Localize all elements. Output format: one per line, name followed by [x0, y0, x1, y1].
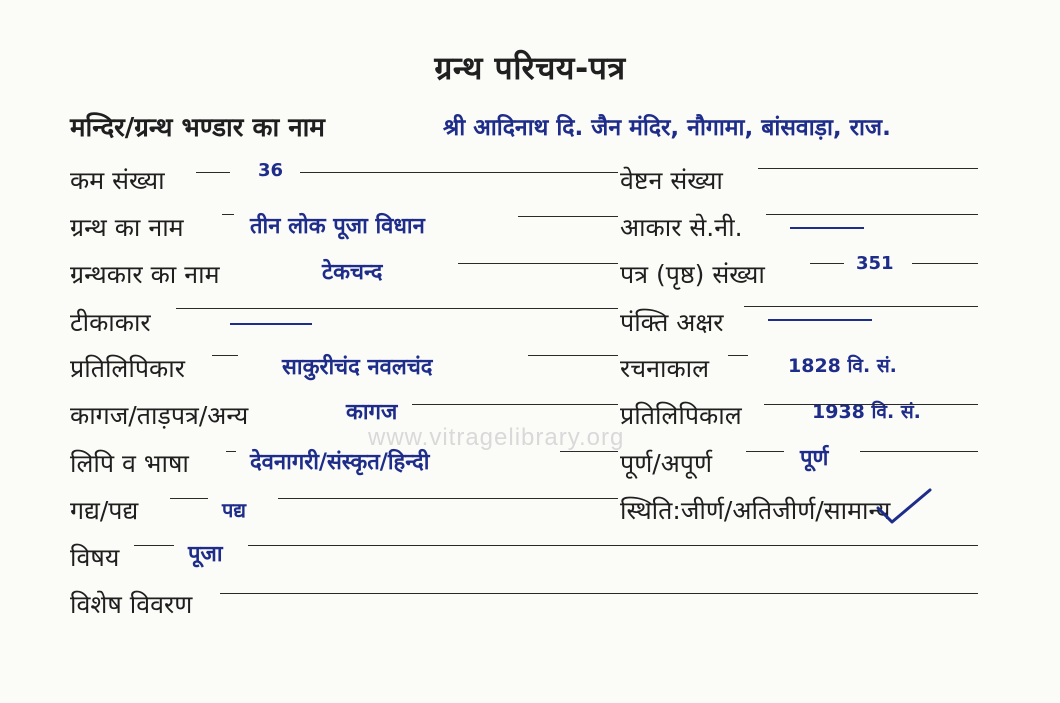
page-count-line-b	[912, 263, 978, 264]
wrapper-number-line	[758, 168, 978, 169]
copy-period-line	[764, 404, 978, 405]
complete-incomplete-value: पूर्ण	[800, 446, 829, 471]
page-count-value: 351	[856, 253, 894, 274]
size-dash	[790, 227, 864, 229]
composition-period-value: 1828 वि. सं.	[788, 355, 897, 377]
material-label: कागज/ताड़पत्र/अन्य	[70, 401, 249, 430]
size-line	[766, 214, 978, 215]
complete-incomplete-label: पूर्ण/अपूर्ण	[620, 449, 713, 478]
watermark: www.vitragelibrary.org	[368, 424, 625, 451]
complete-incomplete-line-b	[860, 451, 978, 452]
composition-period-line	[728, 355, 748, 356]
page-count-label: पत्र (पृष्ठ) संख्या	[620, 260, 765, 289]
commentator-line	[176, 308, 618, 309]
subject-label: विषय	[70, 543, 120, 572]
commentator-dash	[230, 323, 312, 325]
condition-label: स्थिति:जीर्ण/अतिजीर्ण/सामान्य	[620, 496, 891, 525]
line-letters-label: पंक्ति अक्षर	[620, 308, 724, 337]
script-language-label: लिपि व भाषा	[70, 449, 189, 478]
checkmark-icon	[874, 486, 934, 530]
commentator-label: टीकाकार	[70, 308, 151, 337]
prose-verse-line-a	[170, 498, 208, 499]
special-description-line	[220, 593, 978, 594]
copyist-value: साकुरीचंद नवलचंद	[282, 355, 433, 380]
subject-value: पूजा	[188, 542, 223, 567]
serial-number-line-a	[196, 172, 230, 173]
wrapper-number-label: वेष्टन संख्या	[620, 166, 723, 195]
author-line	[458, 263, 618, 264]
library-label: मन्दिर/ग्रन्थ भण्डार का नाम	[70, 113, 325, 143]
copy-period-label: प्रतिलिपिकाल	[620, 401, 742, 430]
special-description-label: विशेष विवरण	[70, 590, 193, 619]
size-label: आकार से.नी.	[620, 213, 743, 242]
page-count-line-a	[810, 263, 844, 264]
prose-verse-value: पद्य	[222, 498, 246, 522]
subject-line-b	[248, 545, 978, 546]
serial-number-label: कम संख्या	[70, 166, 165, 195]
form-title: ग्रन्थ परिचय-पत्र	[434, 49, 626, 87]
script-language-line-a	[226, 451, 236, 452]
book-name-line-a	[222, 214, 234, 215]
copyist-line-a	[212, 355, 238, 356]
library-value: श्री आदिनाथ दि. जैन मंदिर, नौगामा, बांसवाड़ा, राज.	[443, 115, 891, 141]
line-letters-line	[744, 306, 978, 307]
script-language-line-b	[560, 451, 618, 452]
script-language-value: देवनागरी/संस्कृत/हिन्दी	[250, 450, 430, 475]
serial-number-line-b	[300, 172, 618, 173]
prose-verse-line-b	[278, 498, 618, 499]
author-label: ग्रन्थकार का नाम	[70, 260, 220, 289]
material-line	[412, 404, 618, 405]
copyist-label: प्रतिलिपिकार	[70, 354, 185, 383]
book-name-value: तीन लोक पूजा विधान	[250, 214, 425, 239]
serial-number-value: 36	[258, 160, 284, 181]
author-value: टेकचन्द	[322, 260, 383, 285]
prose-verse-label: गद्य/पद्य	[70, 496, 139, 525]
book-name-line-b	[518, 216, 618, 217]
book-name-label: ग्रन्थ का नाम	[70, 213, 184, 242]
line-letters-dash	[768, 319, 872, 321]
copy-period-value: 1938 वि. सं.	[812, 401, 921, 423]
composition-period-label: रचनाकाल	[620, 354, 710, 383]
complete-incomplete-line-a	[746, 451, 784, 452]
subject-line-a	[134, 545, 174, 546]
material-value: कागज	[346, 400, 398, 425]
copyist-line-b	[528, 355, 618, 356]
